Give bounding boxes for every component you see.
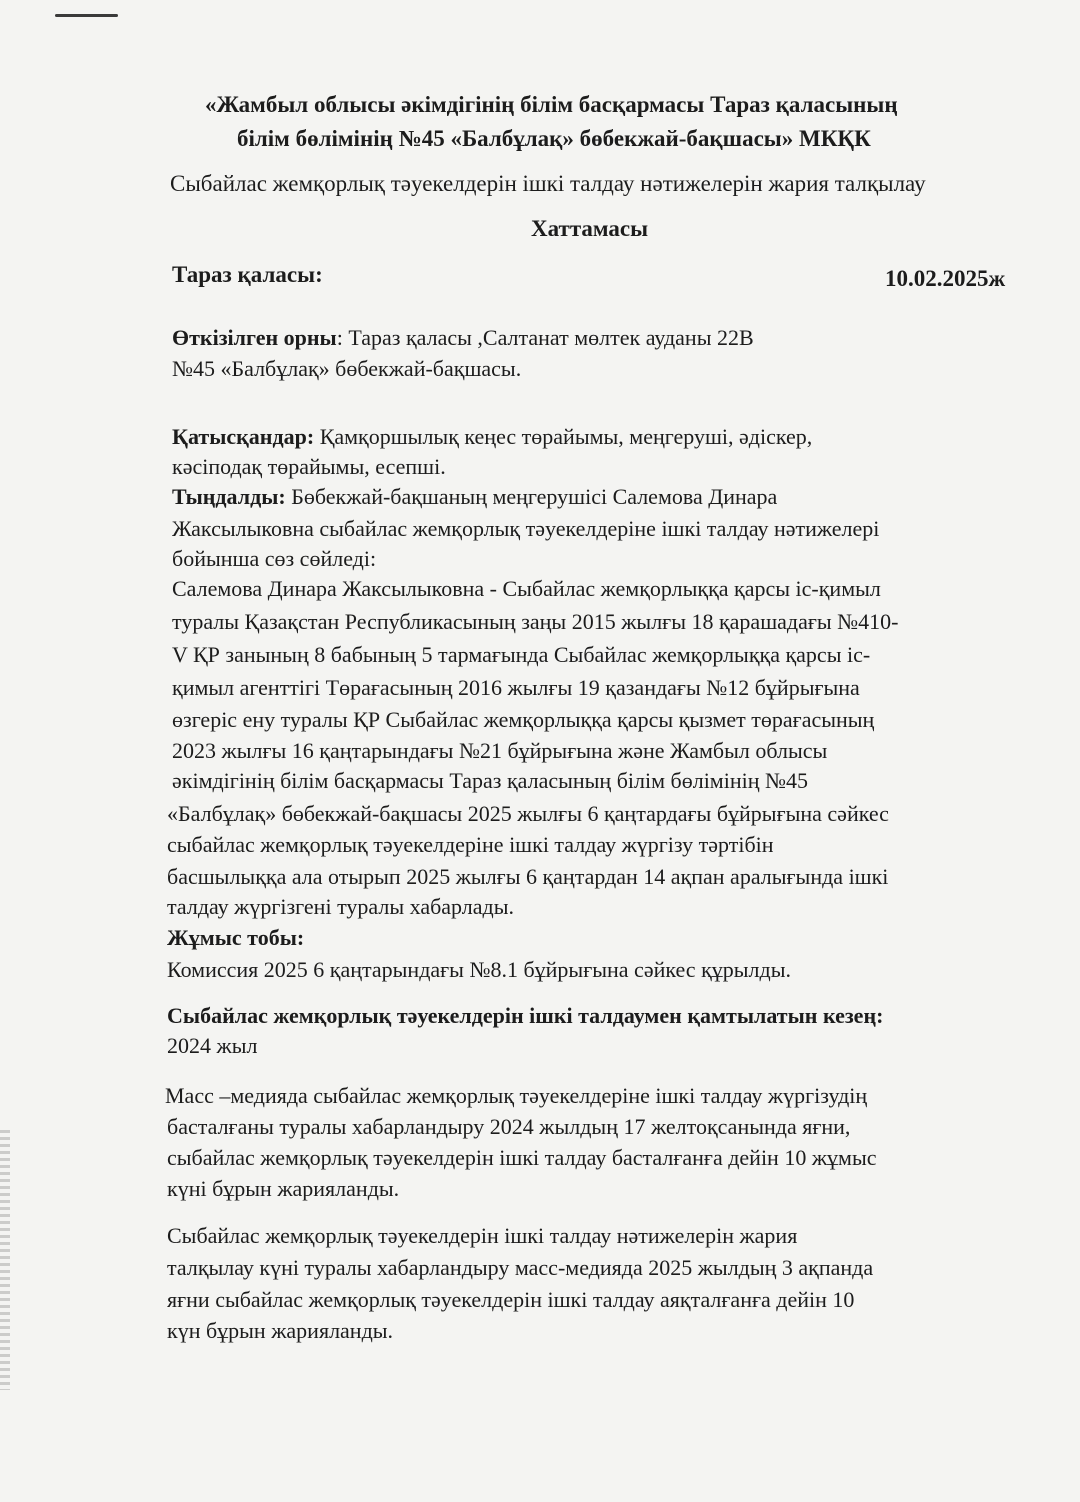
media-notice-line: басталғаны туралы хабарландыру 2024 жылдың 17 желтоқсанында яғни, [167, 1114, 851, 1139]
period-label: Сыбайлас жемқорлық тәуекелдерін ішкі талдаумен қамтылатын кезең: [167, 1003, 884, 1028]
speech-line: 2023 жылғы 16 қаңтарындағы №21 бұйрығына және Жамбыл облысы [172, 738, 828, 763]
participants-line-1 [172, 424, 812, 450]
speech-line: Салемова Динара Жаксылыковна - Сыбайлас жемқорлыққа қарсы іс-қимыл [172, 576, 881, 601]
org-name-line-1: «Жамбыл облысы әкімдігінің білім басқармасы Тараз қаласының [205, 92, 898, 117]
speech-line: сыбайлас жемқорлық тәуекелдеріне ішкі талдау жүргізу тәртібін [167, 832, 774, 857]
participants-label: Қатысқандар: [172, 424, 315, 449]
speech-line: басшылыққа ала отырып 2025 жылғы 6 қаңтардан 14 ақпан аралығында ішкі [167, 864, 889, 889]
speech-line: қимыл агенттігі Төрағасының 2016 жылғы 19 қазандағы №12 бұйрығына [172, 675, 860, 700]
scan-artifact-edge [0, 1130, 10, 1390]
document-date: 10.02.2025ж [885, 266, 1006, 291]
media-notice-line: Масс –медияда сыбайлас жемқорлық тәуекелдеріне ішкі талдау жүргізудің [165, 1083, 868, 1108]
discussion-notice-line: талқылау күні туралы хабарландыру масс-медияда 2025 жылдың 3 ақпанда [167, 1255, 874, 1280]
speech-line: өзгеріс ену туралы ҚР Сыбайлас жемқорлыққа қарсы қызмет төрағасының [172, 707, 875, 732]
participants-text: Қамқоршылық кеңес төрайымы, меңгеруші, әдіскер, [314, 424, 813, 449]
document-title: Хаттамасы [531, 216, 649, 241]
speech-line: «Балбұлақ» бөбекжай-бақшасы 2025 жылғы 6 қаңтардағы бұйрығына сәйкес [167, 801, 889, 826]
venue-line-1 [172, 325, 754, 351]
working-group-text: Комиссия 2025 6 қаңтарындағы №8.1 бұйрығына сәйкес құрылды. [167, 957, 791, 982]
media-notice-line: сыбайлас жемқорлық тәуекелдерін ішкі талдау басталғанға дейін 10 жұмыс [167, 1145, 877, 1170]
org-name-line-2: білім бөлімінің №45 «Балбұлақ» бөбекжай-бақшасы» МКҚК [237, 126, 871, 151]
discussion-notice-line: яғни сыбайлас жемқорлық тәуекелдерін ішкі талдау аяқталғанға дейін 10 [167, 1287, 855, 1312]
speech-line: әкімдігінің білім басқармасы Тараз қаласының білім бөлімінің №45 [172, 768, 808, 793]
venue-label: Өткізілген орны [172, 325, 337, 350]
period-value: 2024 жыл [167, 1033, 258, 1058]
heard-line-3: бойынша сөз сөйледі: [172, 546, 377, 571]
speech-line: V ҚР занының 8 бабының 5 тармағында Сыбайлас жемқорлыққа қарсы іс- [172, 642, 871, 667]
speech-line: туралы Қазақстан Республикасының заңы 2015 жылғы 18 қарашадағы №410- [172, 609, 899, 634]
heard-line-1 [172, 484, 777, 510]
working-group-label: Жұмыс тобы: [167, 925, 305, 950]
media-notice-line: күні бұрын жарияланды. [167, 1176, 400, 1201]
heard-label: Тыңдалды: [172, 484, 286, 509]
discussion-notice-line: күн бұрын жарияланды. [167, 1318, 394, 1343]
venue-text: : Тараз қаласы ,Салтанат мөлтек ауданы 22В [336, 325, 754, 350]
venue-line-2: №45 «Балбұлақ» бөбекжай-бақшасы. [172, 356, 522, 381]
heard-line-2: Жаксылыковна сыбайлас жемқорлық тәуекелдеріне ішкі талдау нәтижелері [172, 516, 880, 541]
scan-artifact-mark [55, 14, 118, 17]
city-label: Тараз қаласы: [172, 262, 323, 287]
document-subject: Сыбайлас жемқорлық тәуекелдерін ішкі талдау нәтижелерін жария талқылау [170, 171, 926, 196]
participants-line-2: кәсіподақ төрайымы, есепші. [172, 454, 446, 479]
discussion-notice-line: Сыбайлас жемқорлық тәуекелдерін ішкі талдау нәтижелерін жария [167, 1223, 798, 1248]
speech-line: талдау жүргізгені туралы хабарлады. [167, 894, 514, 919]
heard-text: Бөбекжай-бақшаның меңгерушісі Салемова Динара [285, 484, 778, 509]
